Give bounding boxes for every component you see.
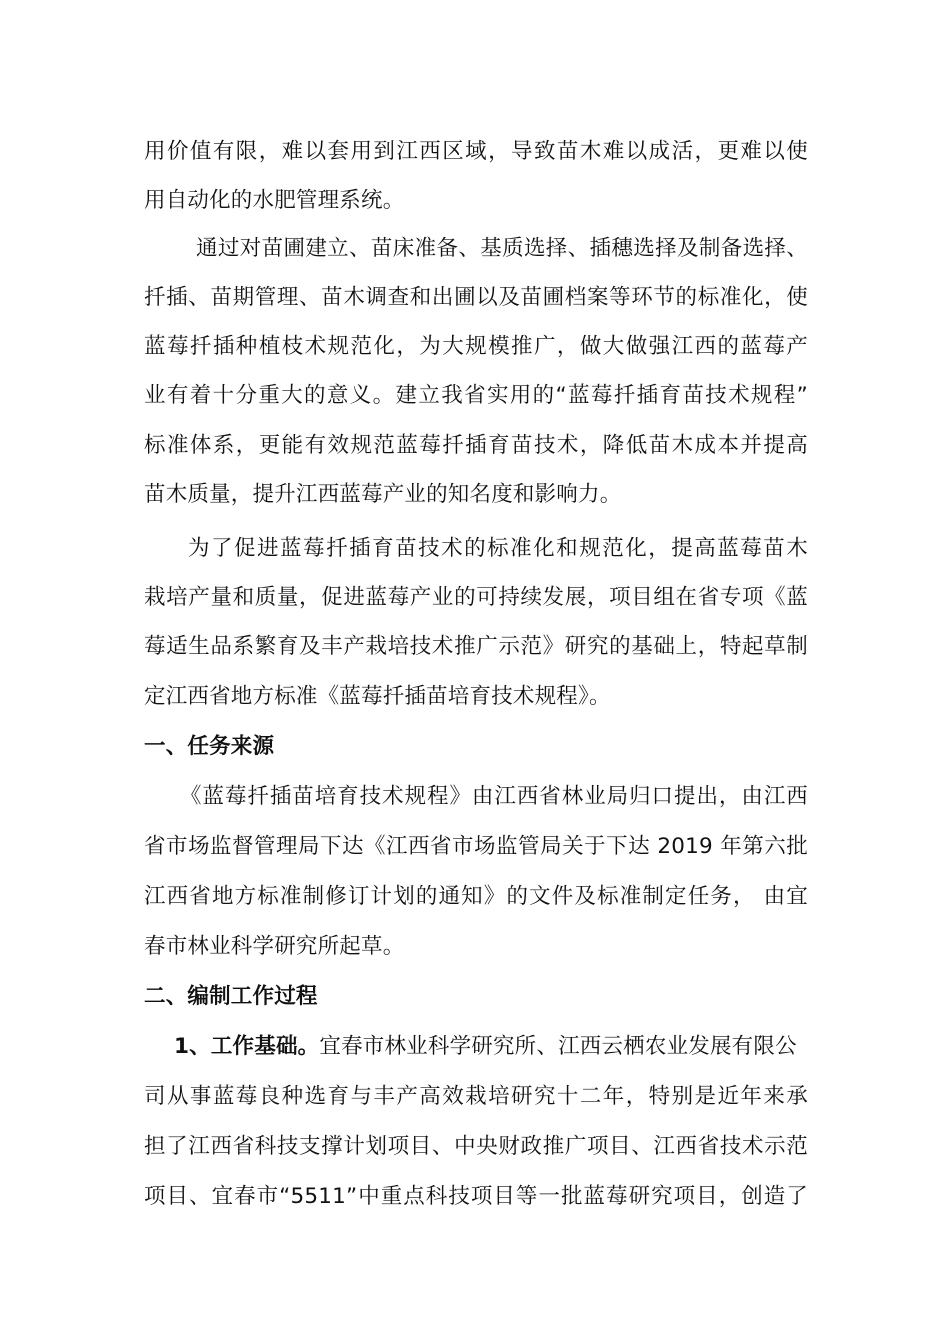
text-line: 担了江西省科技支撑计划项目、中央财政推广项目、江西省技术示范 bbox=[144, 1134, 808, 1159]
text-line: 省市场监督管理局下达《江西省市场监管局关于下达 2019 年第六批 bbox=[144, 834, 808, 859]
section-heading-task-source: 一、任务来源 bbox=[144, 734, 275, 759]
text-line: 业有着十分重大的意义。建立我省实用的“蓝莓扦插育苗技术规程” bbox=[144, 383, 808, 408]
text-line: 标准体系，更能有效规范蓝莓扦插育苗技术，降低苗木成本并提高 bbox=[144, 433, 808, 458]
text-line: 用价值有限，难以套用到江西区域，导致苗木难以成活，更难以使 bbox=[144, 139, 808, 164]
text-line: 定江西省地方标准《蓝莓扦插苗培育技术规程》。 bbox=[144, 684, 611, 709]
work-basis-text: 宜春市林业科学研究所、江西云栖农业发展有限公 bbox=[319, 1034, 797, 1059]
text-line: 司从事蓝莓良种选育与丰产高效栽培研究十二年，特别是近年来承 bbox=[144, 1084, 808, 1109]
work-basis-label: 1、工作基础。 bbox=[174, 1034, 320, 1059]
work-basis-first-line bbox=[144, 1032, 808, 1062]
text-line: 栽培产量和质量，促进蓝莓产业的可持续发展，项目组在省专项《蓝 bbox=[144, 585, 808, 610]
text-line: 江西省地方标准制修订计划的通知》的文件及标准制定任务， 由宜 bbox=[144, 884, 808, 909]
text-line: 苗木质量，提升江西蓝莓产业的知名度和影响力。 bbox=[144, 482, 622, 507]
text-line: 扦插、苗期管理、苗木调查和出圃以及苗圃档案等环节的标准化，使 bbox=[144, 285, 808, 310]
text-line: 为了促进蓝莓扦插育苗技术的标准化和规范化，提高蓝莓苗木 bbox=[188, 536, 808, 561]
text-line: 春市林业科学研究所起草。 bbox=[144, 934, 405, 959]
section-heading-drafting-process: 二、编制工作过程 bbox=[144, 984, 318, 1009]
text-line: 用自动化的水肥管理系统。 bbox=[144, 188, 405, 213]
text-line: 莓适生品系繁育及丰产栽培技术推广示范》研究的基础上，特起草制 bbox=[144, 634, 808, 659]
text-line: 《蓝莓扦插苗培育技术规程》由江西省林业局归口提出，由江西 bbox=[180, 784, 808, 809]
text-line: 项目、宜春市“5511”中重点科技项目等一批蓝莓研究项目，创造了 bbox=[144, 1184, 808, 1209]
text-line: 蓝莓扦插种植枝术规范化，为大规模推广，做大做强江西的蓝莓产 bbox=[144, 334, 808, 359]
text-line: 通过对苗圃建立、苗床准备、基质选择、插穗选择及制备选择、 bbox=[196, 236, 808, 261]
